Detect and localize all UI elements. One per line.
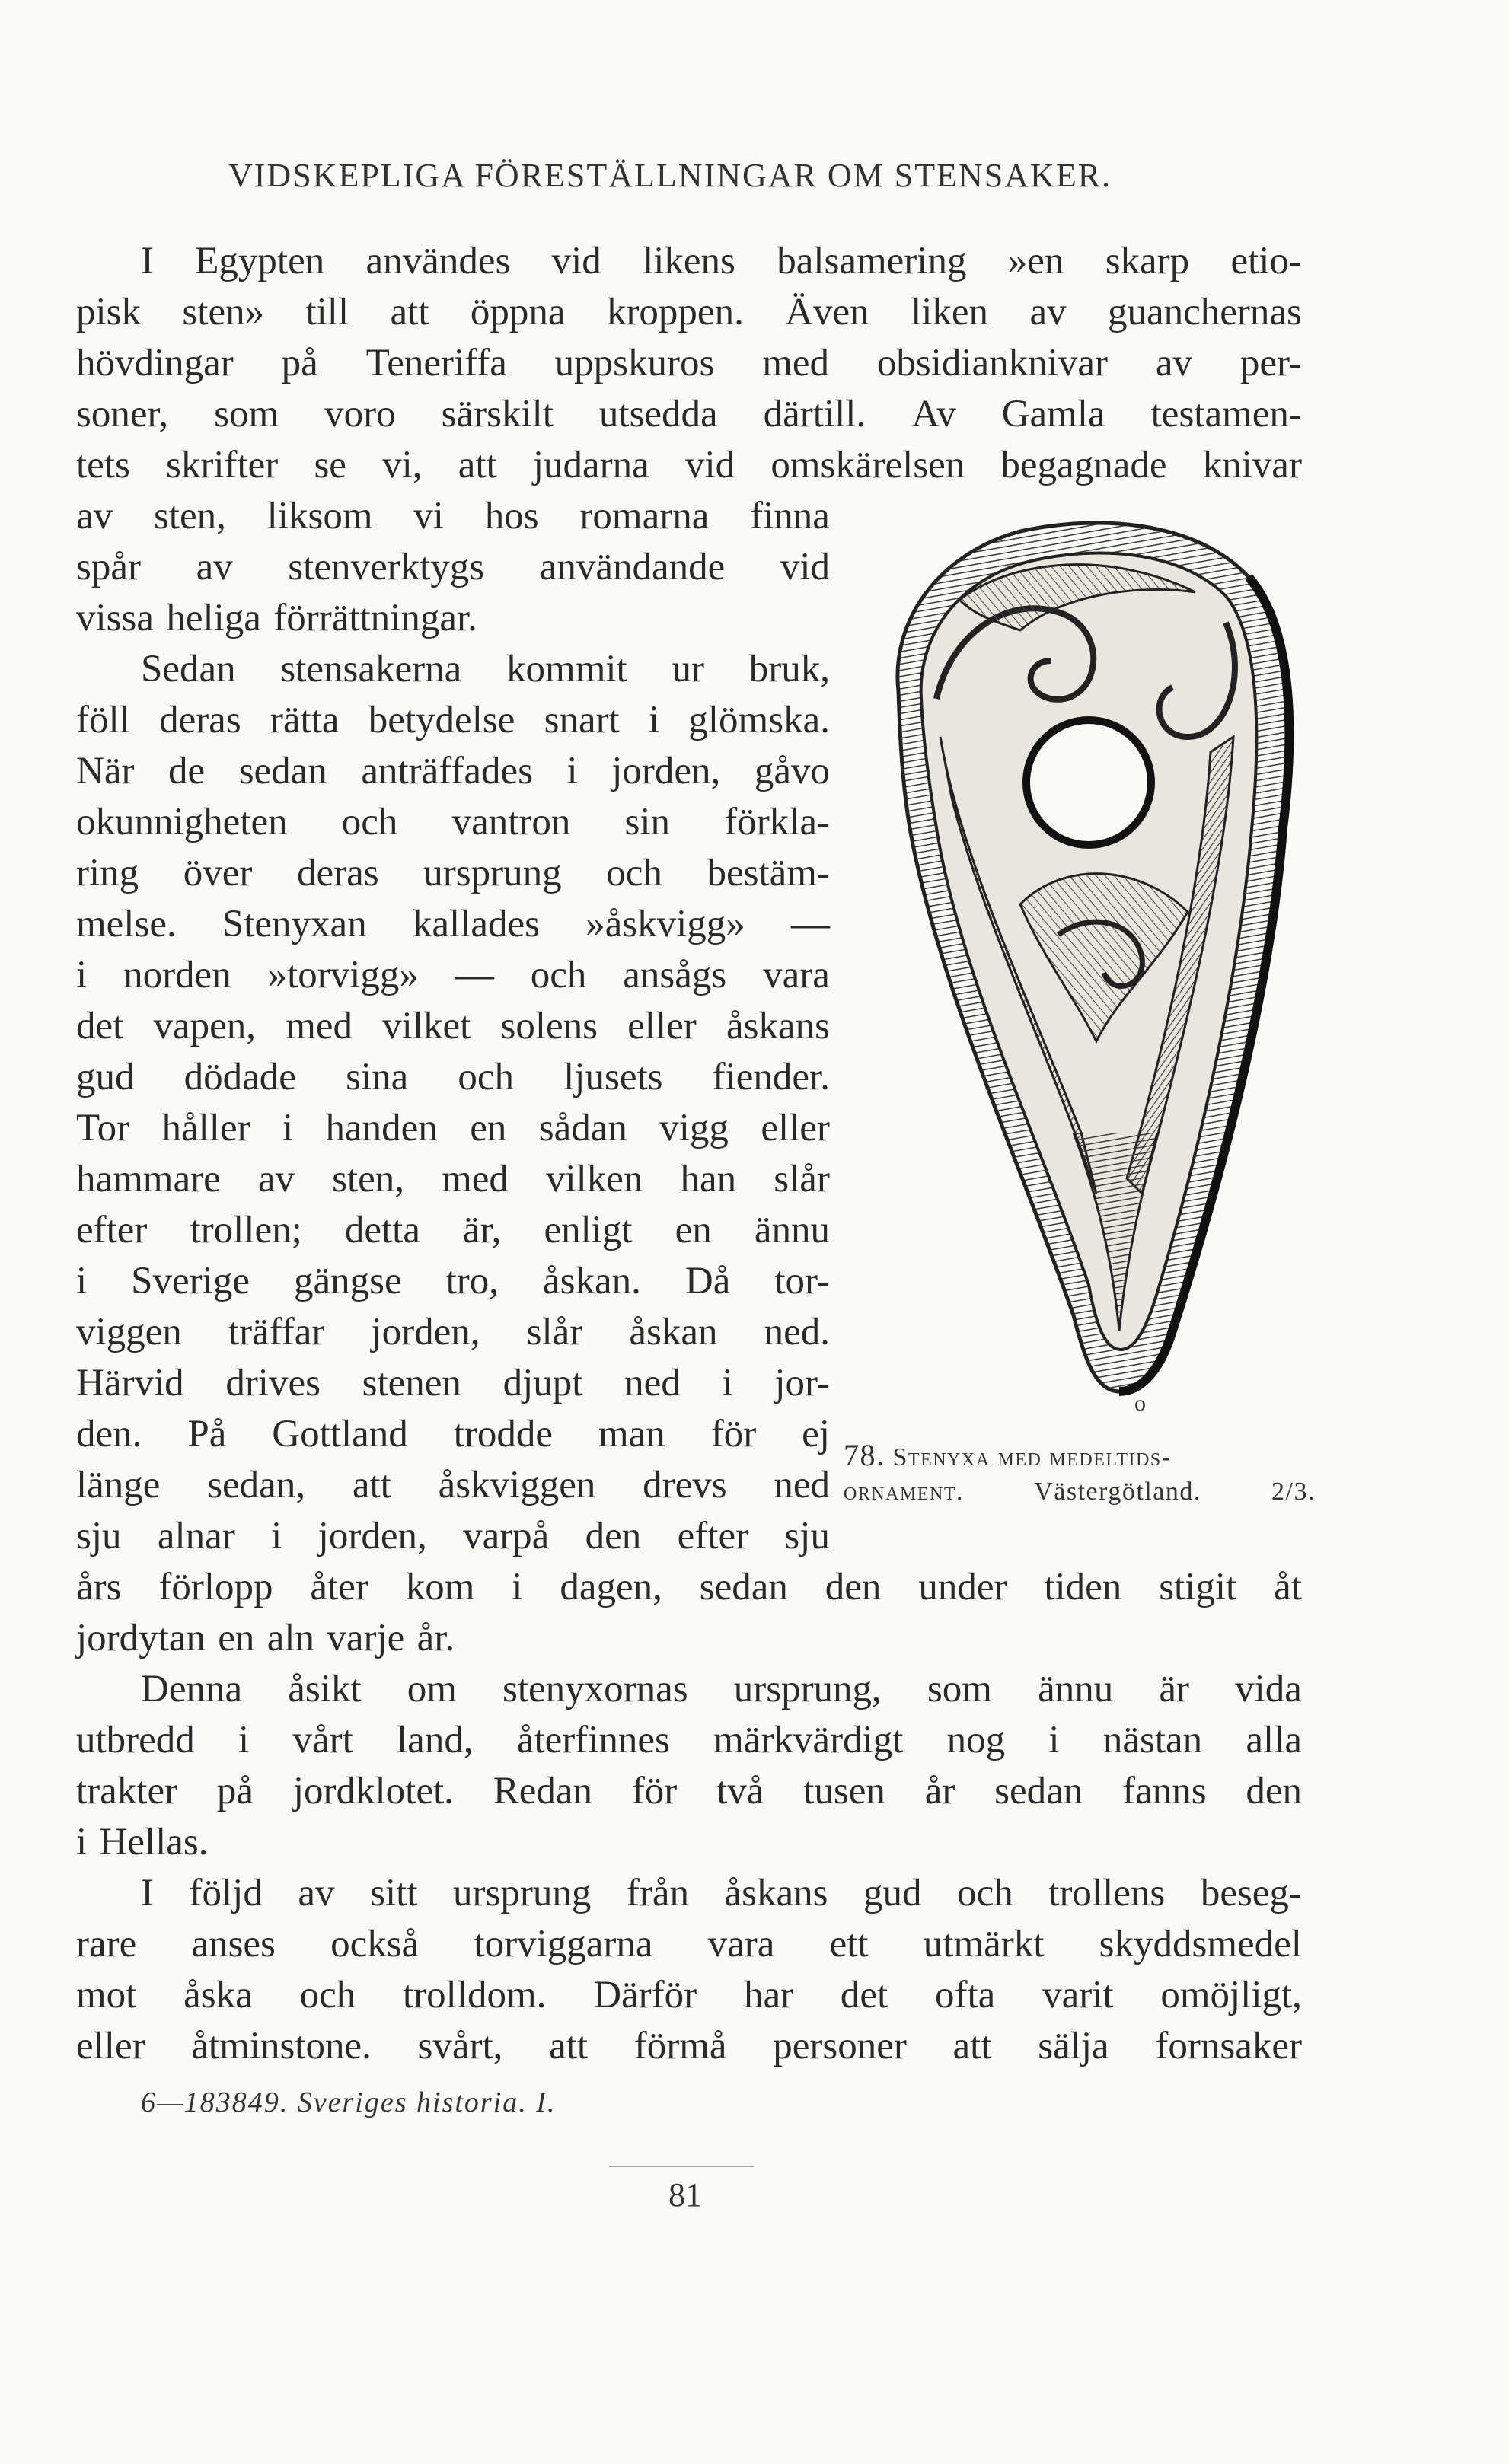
printer-signature: 6—183849. Sveriges historia. I. [141, 2086, 557, 2118]
page-number: 81 [668, 2176, 702, 2214]
text-line: vissa heliga förrättningar. [76, 597, 477, 639]
shaft-hole [1026, 720, 1151, 845]
text-line: gud dödade sina och ljusets fiender. [76, 1056, 830, 1098]
text-line: föll deras rätta betydelse snart i glömska. [76, 699, 830, 741]
running-title: VIDSKEPLIGA FÖRESTÄLLNINGAR OM STENSAKER. [228, 157, 1112, 194]
figure-caption [844, 1437, 1316, 1506]
text-line: spår av stenverktygs användande vid [76, 546, 830, 588]
text-line: melse. Stenyxan kallades »åskvigg» — [76, 903, 830, 945]
caption-title: Stenyxa med medeltids- [892, 1443, 1172, 1471]
text-line: När de sedan anträffades i jorden, gåvo [76, 750, 830, 792]
footer-rule [609, 2166, 754, 2167]
text-line: års förlopp åter kom i dagen, sedan den under tiden stigit åt [76, 1566, 1302, 1608]
caption-location: Västergötland. [1034, 1477, 1201, 1506]
text-line: hövdingar på Teneriffa uppskuros med obsidianknivar av per- [76, 342, 1302, 384]
text-line: okunnigheten och vantron sin förkla- [76, 801, 830, 843]
text-line: sju alnar i jorden, varpå den efter sju [76, 1515, 830, 1557]
caption-ornament: ornament. [844, 1477, 964, 1506]
text-line: rare anses också torviggarna vara ett utmärkt skyddsmedel [76, 1923, 1302, 1965]
text-line: hammare av sten, med vilken han slår [76, 1158, 830, 1200]
text-line: pisk sten» till att öppna kroppen. Även liken av guanchernas [76, 291, 1302, 333]
caption-scale: 2/3. [1271, 1477, 1316, 1506]
figure-number: 78. [844, 1438, 885, 1472]
text-line: jordytan en aln varje år. [76, 1617, 455, 1659]
text-line: viggen träffar jorden, slår åskan ned. [76, 1311, 830, 1353]
text-line: i norden »torvigg» — och ansågs vara [76, 954, 830, 996]
text-line: i Hellas. [76, 1821, 209, 1863]
text-line: ring över deras ursprung och bestäm- [76, 852, 830, 894]
text-line: trakter på jordklotet. Redan för två tusen år sedan fanns den [76, 1770, 1302, 1812]
text-line: I Egypten användes vid likens balsamering »en skarp etio- [141, 240, 1302, 282]
text-line: det vapen, med vilket solens eller åskans [76, 1005, 830, 1047]
text-line: Tor håller i handen en sådan vigg eller [76, 1107, 830, 1149]
text-line: eller åtminstone. svårt, att förmå personer att sälja fornsaker [76, 2025, 1302, 2067]
stone-axe-illustration [868, 508, 1294, 1414]
text-line: Härvid drives stenen djupt ned i jor- [76, 1362, 830, 1404]
text-line: i Sverige gängse tro, åskan. Då tor- [76, 1260, 830, 1302]
text-line: länge sedan, att åskviggen drevs ned [76, 1464, 830, 1506]
axe-inscription: o [1134, 1391, 1146, 1414]
text-line: Sedan stensakerna kommit ur bruk, [141, 648, 830, 690]
text-line: Denna åsikt om stenyxornas ursprung, som ännu är vida [141, 1668, 1302, 1710]
text-line: utbredd i vårt land, återfinnes märkvärdigt nog i nästan alla [76, 1719, 1302, 1761]
text-line: den. På Gottland trodde man för ej [76, 1413, 830, 1455]
text-line: av sten, liksom vi hos romarna finna [76, 495, 830, 537]
text-line: soner, som voro särskilt utsedda därtill. Av Gamla testamen- [76, 393, 1302, 435]
text-line: I följd av sitt ursprung från åskans gud och trollens beseg- [141, 1872, 1302, 1914]
text-line: efter trollen; detta är, enligt en ännu [76, 1209, 830, 1251]
text-line: tets skrifter se vi, att judarna vid omskärelsen begagnade knivar [76, 444, 1302, 486]
text-line: mot åska och trolldom. Därför har det ofta varit omöjligt, [76, 1974, 1302, 2016]
